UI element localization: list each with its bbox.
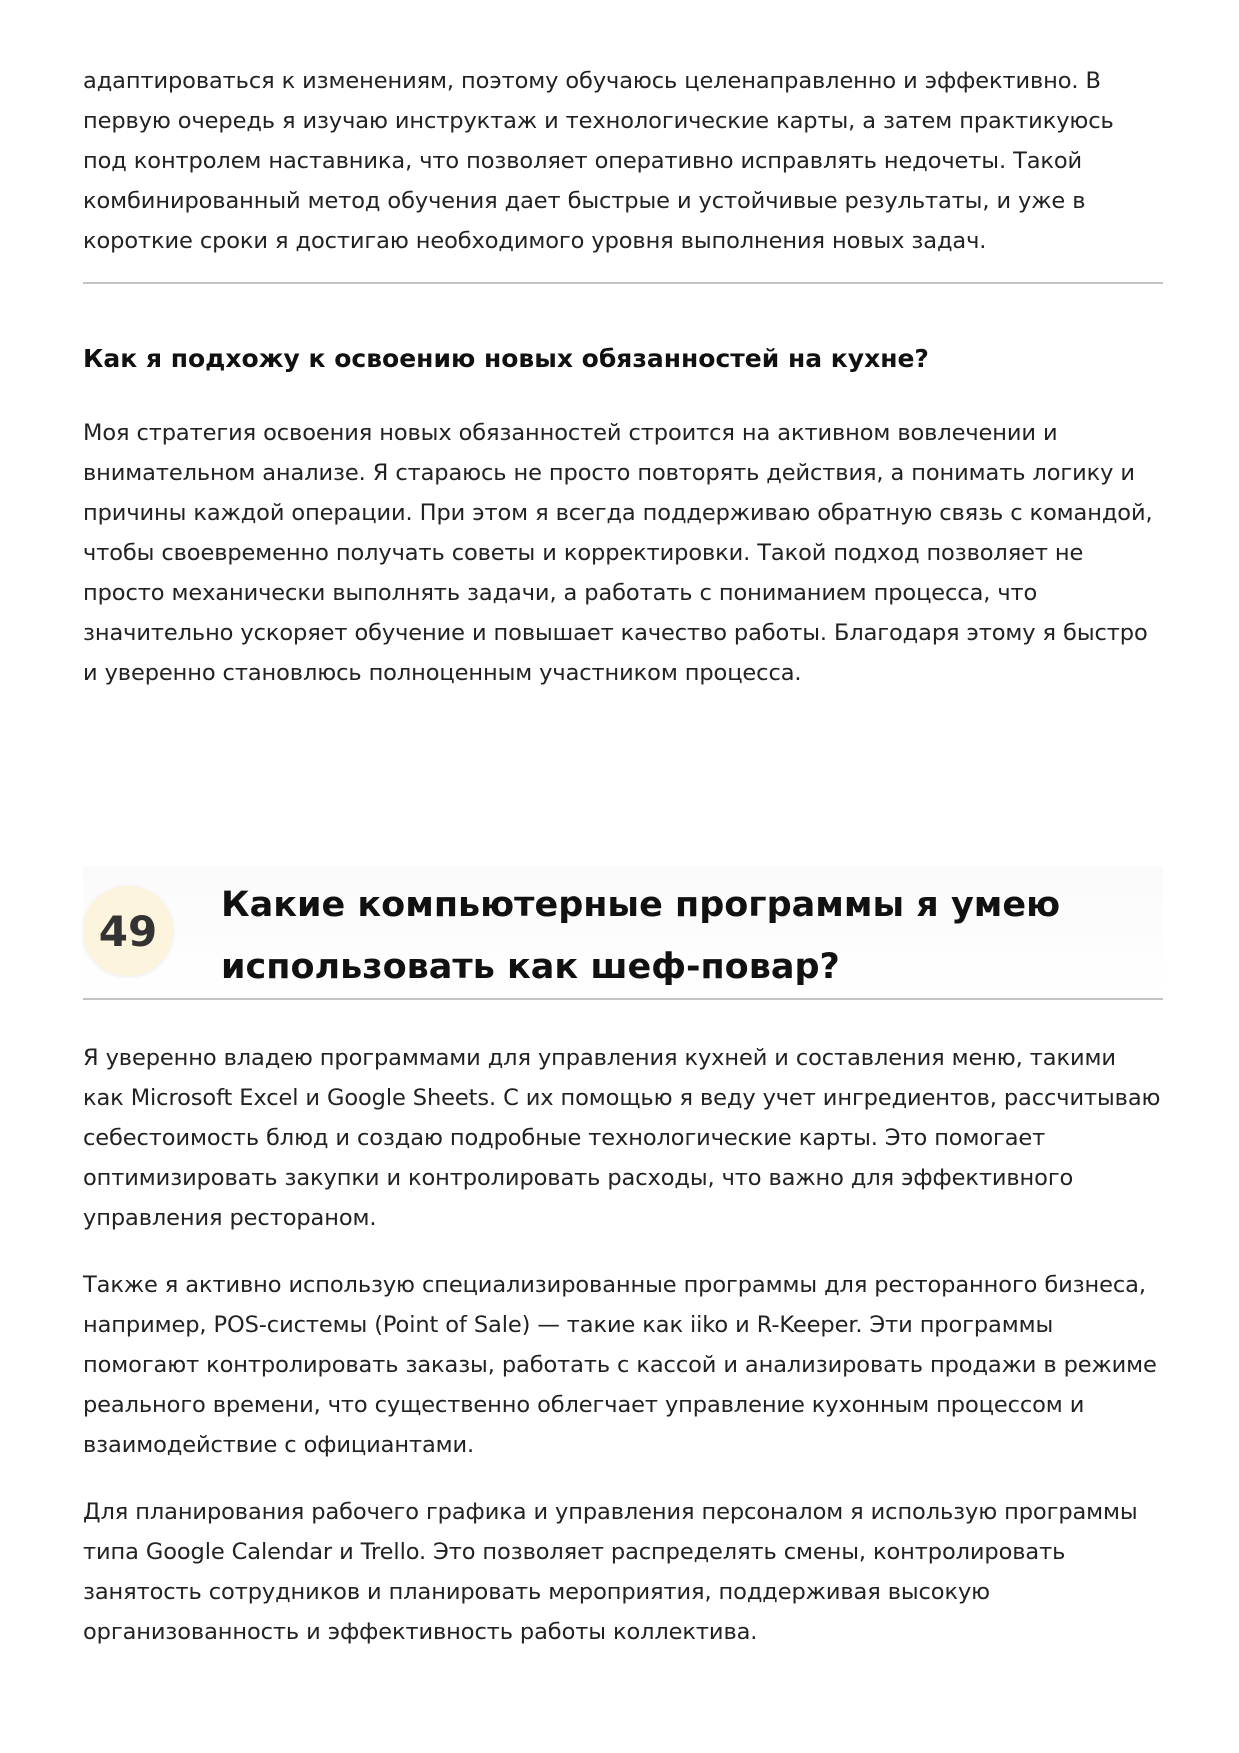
subsection-heading: Как я подхожу к освоению новых обязанностей на кухне? [83,344,929,373]
question-title: Какие компьютерные программы я умею использовать как шеф-повар? [221,885,1061,987]
answer-paragraph: Я уверенно владею программами для управления кухней и составления меню, такими как Microsoft Excel и Google Sheets. С их помощью я веду учет ингредиентов, рассчитываю себестоимость блюд и создаю подробные технологические карты. Это помогает оптимизировать закупки и контролировать расходы, что важно для эффективного управления рестораном. [83,1045,1161,1231]
question-number-badge: 49 [83,886,173,976]
subsection-paragraph: Моя стратегия освоения новых обязанностей строится на активном вовлечении и внимательном анализе. Я стараюсь не просто повторять действия, а понимать логику и причины каждой операции. При этом я всегда поддерживаю обратную связь с командой, чтобы своевременно получать советы и корректировки. Такой подход позволяет не просто механически выполнять задачи, а работать с пониманием процесса, что значительно ускоряет обучение и повышает качество работы. Благодаря этому я быстро и уверенно становлюсь полноценным участником процесса. [83,420,1153,686]
intro-paragraph: адаптироваться к изменениям, поэтому обучаюсь целенаправленно и эффективно. В первую очередь я изучаю инструктаж и технологические карты, а затем практикуюсь под контролем наставника, что позволяет оперативно исправлять недочеты. Такой комбинированный метод обучения дает быстрые и устойчивые результаты, и уже в короткие сроки я достигаю необходимого уровня выполнения новых задач. [83,68,1114,254]
answer-paragraph: Также я активно использую специализированные программы для ресторанного бизнеса, например, POS-системы (Point of Sale) — такие как iiko и R-Keeper. Эти программы помогают контролировать заказы, работать с кассой и анализировать продажи в режиме реального времени, что существенно облегчает управление кухонным процессом и взаимодействие с официантами. [83,1272,1157,1458]
answer-paragraph: Для планирования рабочего графика и управления персоналом я использую программы типа Google Calendar и Trello. Это позволяет распределять смены, контролировать занятость сотрудников и планировать мероприятия, поддерживая высокую организованность и эффективность работы коллектива. [83,1499,1138,1645]
question-header [83,866,1163,1000]
section-divider [83,282,1163,284]
